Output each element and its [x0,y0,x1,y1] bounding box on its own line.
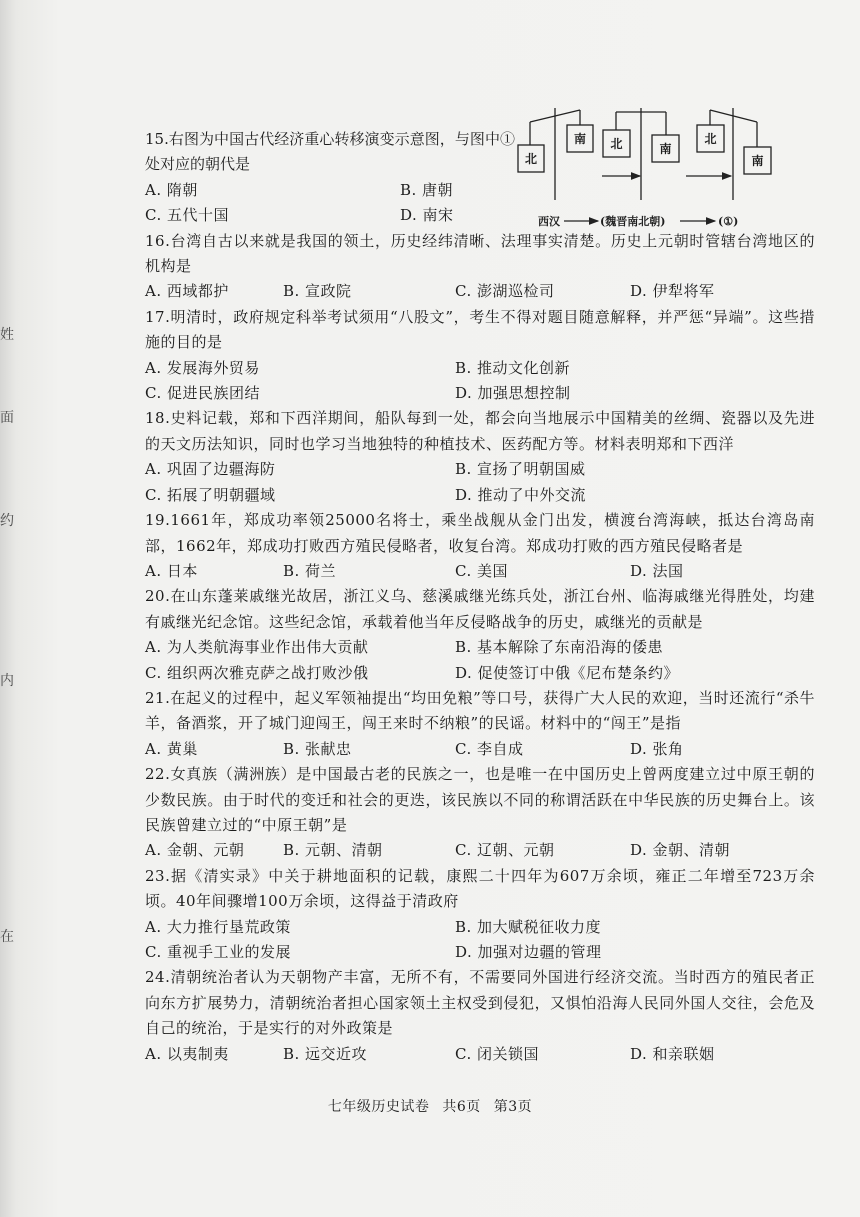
question-19 [145,508,815,584]
question-number: 15. [145,130,169,148]
option-b: B. 远交近攻 [283,1044,368,1063]
option-group [145,635,815,686]
option-d: D. 推动了中外交流 [455,485,587,504]
option-c: C. 组织两次雅克萨之战打败沙俄 [145,663,369,682]
question-number: 17. [145,307,171,326]
option-a: A. 日本 [145,561,198,580]
option-d: D. 和亲联姻 [630,1044,715,1063]
option-b: B. 推动文化创新 [455,358,571,377]
option-b: B. 基本解除了东南沿海的倭患 [455,638,664,657]
option-c: C. 拓展了明朝疆域 [145,485,276,504]
timeline-middle: (魏晋南北朝) [600,215,666,228]
question-stem [145,762,815,838]
option-a: A. 金朝、元朝 [145,841,245,860]
question-number: 16. [145,231,171,250]
option-d: D. 加强对边疆的管理 [455,943,602,961]
option-group [145,915,815,966]
question-number: 23. [145,866,171,885]
option-a: A. 以夷制夷 [145,1044,229,1063]
margin-char: 在 [0,929,14,945]
footer-title: 七年级历史试卷 [327,1099,430,1115]
option-a: A. 为人类航海事业作出伟大贡献 [145,638,369,657]
question-text: 1661年，郑成功率领25000名将士，乘坐战舰从金门出发，横渡台湾海峡，抵达台湾岛南部，1662年，郑成功打败西方殖民侵略者，收复台湾。郑成功打败的西方殖民侵略者是 [145,511,815,555]
option-c: C. 闭关锁国 [455,1044,539,1063]
option-b: B. 宣扬了明朝国威 [455,460,586,479]
question-text: 台湾自古以来就是我国的领土，历史经纬清晰、法理事实清楚。历史上元朝时管辖台湾地区的机构是 [145,231,815,276]
option-b: B. 宣政院 [283,282,352,301]
question-text: 清朝统治者认为天朝物产丰富，无所不有，不需要同外国进行经济交流。当时西方的殖民者正向东方扩展势力，清朝统治者担心国家领土主权受到侵犯，又惧怕沿海人民同外国人交往，会危及自己的统治，于是实行的对外政策是 [145,968,815,1038]
question-17 [145,305,815,407]
question-text: 右图为中国古代经济重心转移演变示意图，与图中①处对应的朝代是 [145,130,515,174]
south-box-label: 南 [573,132,587,146]
question-number: 19. [145,511,171,530]
north-box-label: 北 [610,137,623,151]
option-d: D. 南宋 [400,206,454,225]
margin-char: 约 [0,513,14,529]
margin-char: 面 [0,410,14,426]
question-text: 据《清实录》中关于耕地面积的记载，康熙二十四年为607万余顷，雍正二年增至723万余顷。40年间骤增100万余顷，这得益于清政府 [145,866,815,911]
option-a: A. 发展海外贸易 [145,358,260,377]
question-stem [145,406,815,457]
question-text: 明清时，政府规定科举考试须用“八股文”，考生不得对题目随意解释，并严惩“异端”。这些措施的目的是 [145,307,815,352]
question-number: 18. [145,409,171,428]
question-stem [145,686,815,737]
question-15 [145,127,815,229]
question-20 [145,584,815,686]
footer-total-pages: 共6页 [442,1099,481,1115]
south-box-label: 南 [659,142,672,156]
option-a: A. 巩固了边疆海防 [145,460,276,479]
question-stem [145,305,815,356]
question-stem [145,584,815,635]
option-group [145,356,815,407]
option-d: D. 张角 [630,739,684,758]
question-23 [145,864,815,966]
option-b: B. 加大赋税征收力度 [455,917,602,936]
question-text: 女真族（满洲族）是中国最古老的民族之一，也是唯一在中国历史上曾两度建立过中原王朝的少数民族。由于时代的变迁和社会的更迭，该民族以不同的称谓活跃在中华民族的历史舞台上。该民族曾建立过的“中原王朝”是 [145,765,815,834]
option-a: A. 黄巢 [145,739,198,758]
question-list [145,127,815,1067]
option-c: C. 美国 [455,561,508,580]
option-b: B. 荷兰 [283,561,337,580]
option-group [145,1042,815,1067]
option-group [145,279,815,304]
option-b: B. 元朝、清朝 [283,841,383,860]
option-d: D. 促使签订中俄《尼布楚条约》 [455,663,680,682]
option-c: C. 重视手工业的发展 [145,943,291,961]
footer-page-number: 第3页 [493,1099,533,1115]
question-stem [145,965,815,1041]
question-21 [145,686,815,762]
option-group [145,559,815,584]
timeline-start: 西汉 [538,215,560,228]
option-d: D. 伊犁将军 [630,282,715,301]
question-text: 史料记载，郑和下西洋期间，船队每到一处，都会向当地展示中国精美的丝绸、瓷器以及先进的天文历法知识，同时也学习当地独特的种植技术、医药配方等。材料表明郑和下西洋 [145,409,815,453]
margin-char: 内 [0,673,14,689]
question-18 [145,406,815,508]
option-a: A. 大力推行垦荒政策 [145,917,291,936]
question-number: 24. [145,968,171,987]
option-b: B. 唐朝 [400,180,454,199]
question-text: 在山东蓬莱戚继光故居，浙江义乌、慈溪戚继光练兵处，浙江台州、临海戚继光得胜处，均建有戚继光纪念馆。这些纪念馆，承载着他当年反侵略战争的历史，戚继光的贡献是 [145,587,815,631]
question-stem [145,864,815,915]
option-d: D. 法国 [630,561,684,580]
option-group [145,838,815,863]
option-d: D. 加强思想控制 [455,384,571,403]
option-group [145,737,815,762]
page-footer [0,1097,860,1117]
option-c: C. 辽朝、元朝 [455,841,555,860]
option-c: C. 澎湖巡检司 [455,282,555,301]
question-22 [145,762,815,864]
north-box-label: 北 [704,132,717,146]
option-group [145,178,515,229]
question-16 [145,229,815,305]
question-stem [145,229,815,280]
option-c: C. 五代十国 [145,206,229,225]
option-a: A. 隋朝 [145,180,198,199]
south-box-label: 南 [751,154,764,168]
question-24 [145,965,815,1067]
option-group [145,457,815,508]
question-number: 20. [145,587,171,606]
question-stem [145,127,515,178]
question-number: 21. [145,688,171,707]
question-number: 22. [145,765,171,784]
option-c: C. 李自成 [455,739,524,758]
margin-char: 姓 [0,327,14,343]
option-c: C. 促进民族团结 [145,384,260,403]
timeline-end: (①) [718,215,739,228]
option-a: A. 西域都护 [145,282,229,301]
question-stem [145,508,815,559]
option-d: D. 金朝、清朝 [630,841,731,860]
option-b: B. 张献忠 [283,739,352,758]
north-box-label: 北 [524,152,538,166]
question-text: 在起义的过程中，起义军领袖提出“均田免粮”等口号，获得广大人民的欢迎，当时还流行“杀牛羊，备酒浆，开了城门迎闯王，闯王来时不纳粮”的民谣。材料中的“闯王”是指 [145,688,815,733]
